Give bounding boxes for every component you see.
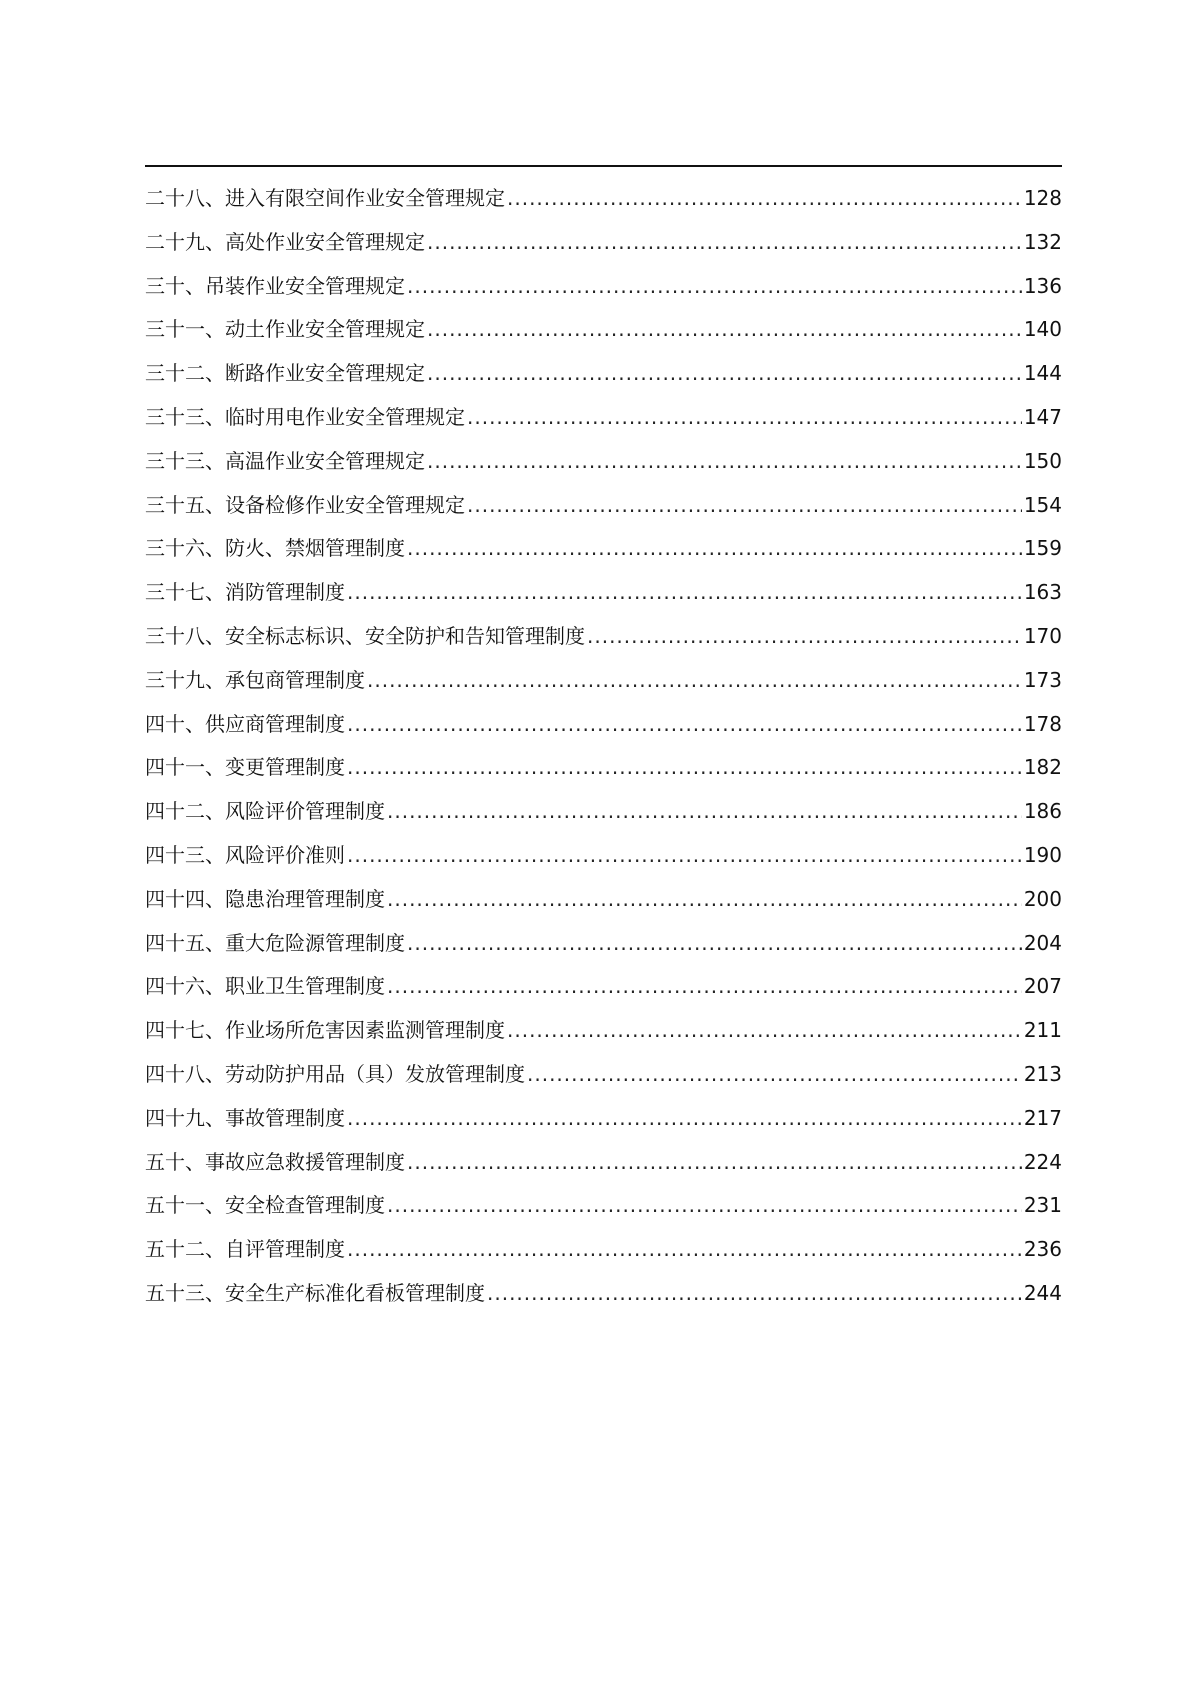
toc-entry-page-number: 140 <box>1023 317 1062 342</box>
toc-dot-leader <box>407 922 1022 966</box>
toc-entry-title: 二十九、高处作业安全管理规定 <box>145 229 425 254</box>
toc-dot-leader <box>367 659 1022 703</box>
toc-entry-title: 三十、吊装作业安全管理规定 <box>145 273 405 298</box>
toc-entry-page-number: 147 <box>1023 404 1062 429</box>
toc-entry-title: 三十九、承包商管理制度 <box>145 667 365 692</box>
toc-entry-title: 五十三、安全生产标准化看板管理制度 <box>145 1280 485 1305</box>
toc-dot-leader <box>347 703 1022 747</box>
toc-dot-leader <box>527 1053 1022 1097</box>
toc-entry-title: 四十六、职业卫生管理制度 <box>145 974 385 999</box>
toc-dot-leader <box>467 484 1022 528</box>
toc-dot-leader <box>507 177 1022 221</box>
toc-entry[interactable] <box>145 615 1062 659</box>
toc-entry-page-number: 170 <box>1023 623 1062 648</box>
toc-entry[interactable] <box>145 1228 1062 1272</box>
toc-entry[interactable] <box>145 571 1062 615</box>
toc-entry-page-number: 144 <box>1023 361 1062 386</box>
toc-entry-page-number: 190 <box>1023 842 1062 867</box>
toc-dot-leader <box>387 790 1022 834</box>
toc-entry-title: 二十八、进入有限空间作业安全管理规定 <box>145 186 505 210</box>
toc-entry[interactable] <box>145 922 1062 966</box>
toc-entry[interactable] <box>145 1141 1062 1185</box>
toc-entry-page-number: 224 <box>1023 1149 1062 1174</box>
toc-entry-title: 四十四、隐患治理管理制度 <box>145 886 385 911</box>
toc-entry-page-number: 154 <box>1023 492 1062 517</box>
toc-entry-page-number: 217 <box>1023 1105 1062 1130</box>
toc-entry[interactable] <box>145 440 1062 484</box>
toc-entry-page-number: 173 <box>1023 667 1062 692</box>
toc-entry-title: 五十、事故应急救援管理制度 <box>145 1149 405 1174</box>
toc-entry-title: 三十一、动土作业安全管理规定 <box>145 317 425 342</box>
toc-dot-leader <box>507 1009 1022 1053</box>
toc-entry-title: 三十三、高温作业安全管理规定 <box>145 448 425 473</box>
toc-dot-leader <box>427 352 1022 396</box>
toc-entry-page-number: 186 <box>1023 799 1062 824</box>
toc-dot-leader <box>467 396 1022 440</box>
toc-entry-title: 五十二、自评管理制度 <box>145 1237 345 1262</box>
toc-dot-leader <box>347 1097 1022 1141</box>
toc-entry[interactable] <box>145 221 1062 265</box>
toc-entry-title: 四十八、劳动防护用品（具）发放管理制度 <box>145 1061 525 1086</box>
toc-dot-leader <box>407 527 1022 571</box>
toc-dot-leader <box>407 1141 1022 1185</box>
toc-entry-page-number: 231 <box>1023 1193 1062 1218</box>
toc-entry-title: 四十一、变更管理制度 <box>145 755 345 780</box>
toc-entry-page-number: 200 <box>1023 886 1062 911</box>
toc-entry-title: 三十七、消防管理制度 <box>145 580 345 605</box>
toc-entry[interactable] <box>145 265 1062 309</box>
toc-entry-page-number: 178 <box>1023 711 1062 736</box>
toc-entry-title: 四十五、重大危险源管理制度 <box>145 930 405 955</box>
toc-entry[interactable] <box>145 527 1062 571</box>
toc-entry-page-number: 159 <box>1023 536 1062 561</box>
toc-entry-title: 三十三、临时用电作业安全管理规定 <box>145 404 465 429</box>
toc-entry[interactable] <box>145 484 1062 528</box>
toc-entry-page-number: 163 <box>1023 580 1062 605</box>
toc-entry-title: 三十五、设备检修作业安全管理规定 <box>145 492 465 517</box>
toc-dot-leader <box>347 1228 1022 1272</box>
toc-entry[interactable] <box>145 177 1062 221</box>
toc-dot-leader <box>427 308 1022 352</box>
toc-entry-title: 三十二、断路作业安全管理规定 <box>145 361 425 386</box>
toc-entry-title: 四十三、风险评价准则 <box>145 842 345 867</box>
toc-entry[interactable] <box>145 1009 1062 1053</box>
toc-dot-leader <box>587 615 1022 659</box>
toc-entry-page-number: 207 <box>1023 974 1062 999</box>
toc-entry-title: 四十九、事故管理制度 <box>145 1105 345 1130</box>
toc-dot-leader <box>387 878 1022 922</box>
toc-entry-page-number: 244 <box>1023 1280 1062 1305</box>
toc-entry-page-number: 132 <box>1023 229 1062 254</box>
toc-dot-leader <box>347 571 1022 615</box>
toc-dot-leader <box>427 440 1022 484</box>
toc-entry-title: 三十八、安全标志标识、安全防护和告知管理制度 <box>145 623 585 648</box>
toc-dot-leader <box>427 221 1022 265</box>
toc-entry[interactable] <box>145 834 1062 878</box>
toc-entry[interactable] <box>145 1272 1062 1316</box>
toc-entry-page-number: 128 <box>1023 186 1062 210</box>
toc-dot-leader <box>347 834 1022 878</box>
toc-entry-page-number: 150 <box>1023 448 1062 473</box>
toc-entry[interactable] <box>145 790 1062 834</box>
toc-entry-page-number: 136 <box>1023 273 1062 298</box>
toc-entry[interactable] <box>145 703 1062 747</box>
toc-entry-page-number: 204 <box>1023 930 1062 955</box>
toc-dot-leader <box>387 965 1022 1009</box>
toc-entry[interactable] <box>145 308 1062 352</box>
toc-entry[interactable] <box>145 965 1062 1009</box>
toc-entry[interactable] <box>145 1053 1062 1097</box>
table-of-contents <box>145 177 1062 1316</box>
toc-dot-leader <box>387 1184 1022 1228</box>
toc-entry[interactable] <box>145 352 1062 396</box>
toc-entry[interactable] <box>145 1184 1062 1228</box>
toc-entry[interactable] <box>145 659 1062 703</box>
toc-entry-title: 四十、供应商管理制度 <box>145 711 345 736</box>
toc-dot-leader <box>347 746 1022 790</box>
toc-entry-title: 五十一、安全检查管理制度 <box>145 1193 385 1218</box>
toc-entry-page-number: 213 <box>1023 1061 1062 1086</box>
toc-entry-title: 四十二、风险评价管理制度 <box>145 799 385 824</box>
toc-entry[interactable] <box>145 396 1062 440</box>
toc-entry-page-number: 182 <box>1023 755 1062 780</box>
toc-entry-title: 四十七、作业场所危害因素监测管理制度 <box>145 1018 505 1043</box>
toc-entry[interactable] <box>145 746 1062 790</box>
toc-entry-page-number: 211 <box>1023 1018 1062 1043</box>
header-rule <box>145 165 1062 167</box>
toc-entry[interactable] <box>145 1097 1062 1141</box>
toc-entry-title: 三十六、防火、禁烟管理制度 <box>145 536 405 561</box>
toc-entry-page-number: 236 <box>1023 1237 1062 1262</box>
toc-entry[interactable] <box>145 878 1062 922</box>
toc-dot-leader <box>407 265 1022 309</box>
toc-dot-leader <box>487 1272 1022 1316</box>
